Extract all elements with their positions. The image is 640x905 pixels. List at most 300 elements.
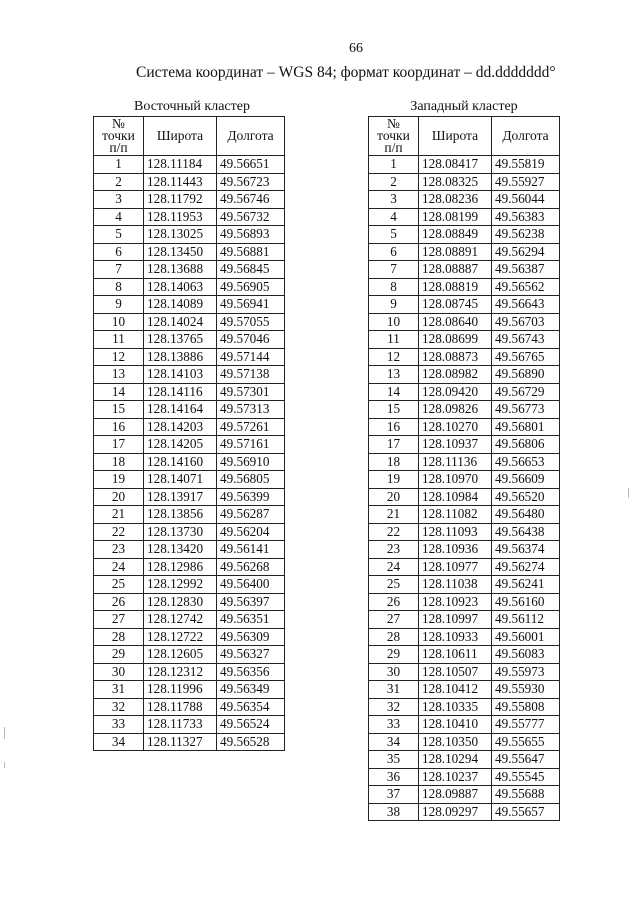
table-row — [369, 296, 560, 314]
table-row — [369, 226, 560, 244]
latitude-cell: 128.11038 — [419, 576, 492, 594]
point-number: 6 — [94, 243, 144, 261]
point-number: 32 — [369, 698, 419, 716]
page-title: Система координат – WGS 84; формат координат – dd.ddddddd° — [136, 64, 556, 81]
point-number: 1 — [94, 156, 144, 174]
point-number: 10 — [94, 313, 144, 331]
longitude-cell: 49.56746 — [217, 191, 285, 209]
longitude-cell: 49.56356 — [217, 663, 285, 681]
latitude-cell: 128.08745 — [419, 296, 492, 314]
point-number: 24 — [94, 558, 144, 576]
longitude-cell: 49.55819 — [492, 156, 560, 174]
header-longitude: Долгота — [217, 117, 285, 156]
point-number: 13 — [94, 366, 144, 384]
table-row — [94, 366, 285, 384]
west-cluster-title: Западный кластер — [410, 99, 518, 114]
table-row — [94, 698, 285, 716]
table-row — [369, 698, 560, 716]
latitude-cell: 128.10937 — [419, 436, 492, 454]
longitude-cell: 49.55930 — [492, 681, 560, 699]
latitude-cell: 128.11082 — [419, 506, 492, 524]
latitude-cell: 128.08417 — [419, 156, 492, 174]
table-row — [369, 751, 560, 769]
longitude-cell: 49.56806 — [492, 436, 560, 454]
latitude-cell: 128.14063 — [144, 278, 217, 296]
longitude-cell: 49.56327 — [217, 646, 285, 664]
latitude-cell: 128.11788 — [144, 698, 217, 716]
point-number: 36 — [369, 768, 419, 786]
point-number: 2 — [369, 173, 419, 191]
point-number: 30 — [94, 663, 144, 681]
table-row — [369, 786, 560, 804]
point-number: 18 — [369, 453, 419, 471]
latitude-cell: 128.08199 — [419, 208, 492, 226]
latitude-cell: 128.10294 — [419, 751, 492, 769]
latitude-cell: 128.08325 — [419, 173, 492, 191]
longitude-cell: 49.55655 — [492, 733, 560, 751]
latitude-cell: 128.10611 — [419, 646, 492, 664]
point-number: 12 — [369, 348, 419, 366]
point-number: 22 — [369, 523, 419, 541]
latitude-cell: 128.12312 — [144, 663, 217, 681]
longitude-cell: 49.57313 — [217, 401, 285, 419]
point-number: 20 — [94, 488, 144, 506]
latitude-cell: 128.10936 — [419, 541, 492, 559]
latitude-cell: 128.14205 — [144, 436, 217, 454]
latitude-cell: 128.14024 — [144, 313, 217, 331]
point-number: 14 — [94, 383, 144, 401]
latitude-cell: 128.11996 — [144, 681, 217, 699]
longitude-cell: 49.56274 — [492, 558, 560, 576]
longitude-cell: 49.56941 — [217, 296, 285, 314]
latitude-cell: 128.08873 — [419, 348, 492, 366]
table-row — [94, 593, 285, 611]
point-number: 18 — [94, 453, 144, 471]
longitude-cell: 49.56520 — [492, 488, 560, 506]
point-number: 37 — [369, 786, 419, 804]
latitude-cell: 128.10237 — [419, 768, 492, 786]
point-number: 27 — [94, 611, 144, 629]
latitude-cell: 128.13917 — [144, 488, 217, 506]
table-row — [94, 173, 285, 191]
west-coordinates-table — [368, 116, 560, 821]
longitude-cell: 49.57144 — [217, 348, 285, 366]
latitude-cell: 128.08887 — [419, 261, 492, 279]
latitude-cell: 128.11792 — [144, 191, 217, 209]
table-row — [369, 331, 560, 349]
latitude-cell: 128.10335 — [419, 698, 492, 716]
longitude-cell: 49.56238 — [492, 226, 560, 244]
page-number: 66 — [349, 41, 363, 56]
point-number: 27 — [369, 611, 419, 629]
longitude-cell: 49.56653 — [492, 453, 560, 471]
longitude-cell: 49.56845 — [217, 261, 285, 279]
latitude-cell: 128.08982 — [419, 366, 492, 384]
longitude-cell: 49.56204 — [217, 523, 285, 541]
longitude-cell: 49.55688 — [492, 786, 560, 804]
point-number: 9 — [369, 296, 419, 314]
east-table-body — [94, 156, 285, 751]
longitude-cell: 49.56400 — [217, 576, 285, 594]
point-number: 7 — [369, 261, 419, 279]
point-number: 34 — [94, 733, 144, 751]
header-num-word: точки — [102, 128, 135, 143]
point-number: 25 — [94, 576, 144, 594]
latitude-cell: 128.11733 — [144, 716, 217, 734]
point-number: 16 — [369, 418, 419, 436]
table-row — [369, 523, 560, 541]
point-number: 29 — [369, 646, 419, 664]
table-row — [369, 576, 560, 594]
table-row — [94, 663, 285, 681]
table-row — [369, 208, 560, 226]
longitude-cell: 49.56241 — [492, 576, 560, 594]
table-row — [94, 261, 285, 279]
longitude-cell: 49.56805 — [217, 471, 285, 489]
point-number: 31 — [369, 681, 419, 699]
longitude-cell: 49.57161 — [217, 436, 285, 454]
table-row — [369, 488, 560, 506]
point-number: 4 — [94, 208, 144, 226]
latitude-cell: 128.13688 — [144, 261, 217, 279]
latitude-cell: 128.08891 — [419, 243, 492, 261]
latitude-cell: 128.12742 — [144, 611, 217, 629]
table-row — [94, 558, 285, 576]
latitude-cell: 128.14203 — [144, 418, 217, 436]
point-number: 14 — [369, 383, 419, 401]
latitude-cell: 128.14164 — [144, 401, 217, 419]
table-row — [369, 646, 560, 664]
point-number: 8 — [94, 278, 144, 296]
longitude-cell: 49.56001 — [492, 628, 560, 646]
table-header-row — [369, 117, 560, 156]
scan-mark — [4, 762, 5, 768]
longitude-cell: 49.56044 — [492, 191, 560, 209]
longitude-cell: 49.56651 — [217, 156, 285, 174]
table-row — [369, 506, 560, 524]
table-row — [94, 383, 285, 401]
table-row — [94, 418, 285, 436]
longitude-cell: 49.55927 — [492, 173, 560, 191]
latitude-cell: 128.13730 — [144, 523, 217, 541]
longitude-cell: 49.56732 — [217, 208, 285, 226]
point-number: 10 — [369, 313, 419, 331]
header-longitude: Долгота — [492, 117, 560, 156]
point-number: 19 — [94, 471, 144, 489]
table-row — [369, 593, 560, 611]
latitude-cell: 128.13886 — [144, 348, 217, 366]
longitude-cell: 49.56351 — [217, 611, 285, 629]
latitude-cell: 128.12986 — [144, 558, 217, 576]
longitude-cell: 49.56528 — [217, 733, 285, 751]
longitude-cell: 49.56160 — [492, 593, 560, 611]
latitude-cell: 128.13420 — [144, 541, 217, 559]
latitude-cell: 128.14160 — [144, 453, 217, 471]
latitude-cell: 128.12830 — [144, 593, 217, 611]
table-row — [94, 541, 285, 559]
point-number: 2 — [94, 173, 144, 191]
table-row — [94, 453, 285, 471]
longitude-cell: 49.56141 — [217, 541, 285, 559]
longitude-cell: 49.56910 — [217, 453, 285, 471]
point-number: 33 — [369, 716, 419, 734]
table-row — [369, 733, 560, 751]
point-number: 17 — [369, 436, 419, 454]
longitude-cell: 49.57046 — [217, 331, 285, 349]
table-row — [94, 191, 285, 209]
point-number: 21 — [94, 506, 144, 524]
point-number: 23 — [369, 541, 419, 559]
header-point-number — [369, 117, 419, 156]
east-coordinates-table — [93, 116, 285, 751]
longitude-cell: 49.55808 — [492, 698, 560, 716]
point-number: 6 — [369, 243, 419, 261]
longitude-cell: 49.56773 — [492, 401, 560, 419]
latitude-cell: 128.12605 — [144, 646, 217, 664]
point-number: 8 — [369, 278, 419, 296]
longitude-cell: 49.56287 — [217, 506, 285, 524]
table-row — [369, 628, 560, 646]
longitude-cell: 49.55777 — [492, 716, 560, 734]
longitude-cell: 49.56729 — [492, 383, 560, 401]
table-row — [94, 313, 285, 331]
longitude-cell: 49.55647 — [492, 751, 560, 769]
longitude-cell: 49.56399 — [217, 488, 285, 506]
latitude-cell: 128.14116 — [144, 383, 217, 401]
header-latitude: Широта — [419, 117, 492, 156]
point-number: 16 — [94, 418, 144, 436]
latitude-cell: 128.09887 — [419, 786, 492, 804]
header-num-abbr: п/п — [384, 140, 403, 155]
longitude-cell: 49.56893 — [217, 226, 285, 244]
table-row — [369, 471, 560, 489]
scan-mark — [628, 488, 629, 498]
point-number: 11 — [369, 331, 419, 349]
longitude-cell: 49.56354 — [217, 698, 285, 716]
table-row — [94, 628, 285, 646]
table-row — [369, 313, 560, 331]
longitude-cell: 49.57055 — [217, 313, 285, 331]
longitude-cell: 49.56881 — [217, 243, 285, 261]
table-row — [369, 383, 560, 401]
table-row — [369, 803, 560, 821]
longitude-cell: 49.57301 — [217, 383, 285, 401]
table-row — [94, 331, 285, 349]
latitude-cell: 128.10933 — [419, 628, 492, 646]
point-number: 11 — [94, 331, 144, 349]
latitude-cell: 128.11093 — [419, 523, 492, 541]
longitude-cell: 49.56438 — [492, 523, 560, 541]
west-table-body — [369, 156, 560, 821]
table-row — [94, 681, 285, 699]
point-number: 33 — [94, 716, 144, 734]
table-row — [94, 226, 285, 244]
point-number: 1 — [369, 156, 419, 174]
point-number: 17 — [94, 436, 144, 454]
header-num-sign: № — [112, 116, 125, 131]
longitude-cell: 49.56743 — [492, 331, 560, 349]
header-num-sign: № — [387, 116, 400, 131]
header-latitude: Широта — [144, 117, 217, 156]
longitude-cell: 49.55545 — [492, 768, 560, 786]
latitude-cell: 128.09826 — [419, 401, 492, 419]
latitude-cell: 128.13025 — [144, 226, 217, 244]
longitude-cell: 49.56349 — [217, 681, 285, 699]
point-number: 19 — [369, 471, 419, 489]
longitude-cell: 49.56268 — [217, 558, 285, 576]
table-row — [369, 156, 560, 174]
longitude-cell: 49.56703 — [492, 313, 560, 331]
table-row — [369, 418, 560, 436]
point-number: 38 — [369, 803, 419, 821]
longitude-cell: 49.56643 — [492, 296, 560, 314]
point-number: 3 — [369, 191, 419, 209]
table-row — [369, 716, 560, 734]
point-number: 28 — [94, 628, 144, 646]
latitude-cell: 128.10507 — [419, 663, 492, 681]
table-row — [369, 191, 560, 209]
latitude-cell: 128.08849 — [419, 226, 492, 244]
point-number: 15 — [94, 401, 144, 419]
point-number: 32 — [94, 698, 144, 716]
scan-mark — [4, 727, 5, 739]
table-row — [94, 471, 285, 489]
header-point-number — [94, 117, 144, 156]
point-number: 26 — [94, 593, 144, 611]
point-number: 35 — [369, 751, 419, 769]
point-number: 26 — [369, 593, 419, 611]
point-number: 22 — [94, 523, 144, 541]
point-number: 21 — [369, 506, 419, 524]
table-row — [94, 488, 285, 506]
table-row — [94, 611, 285, 629]
longitude-cell: 49.56387 — [492, 261, 560, 279]
longitude-cell: 49.56562 — [492, 278, 560, 296]
longitude-cell: 49.57138 — [217, 366, 285, 384]
point-number: 20 — [369, 488, 419, 506]
table-row — [369, 366, 560, 384]
point-number: 24 — [369, 558, 419, 576]
latitude-cell: 128.08819 — [419, 278, 492, 296]
table-row — [369, 173, 560, 191]
point-number: 4 — [369, 208, 419, 226]
longitude-cell: 49.56383 — [492, 208, 560, 226]
table-row — [94, 716, 285, 734]
latitude-cell: 128.11327 — [144, 733, 217, 751]
latitude-cell: 128.11953 — [144, 208, 217, 226]
latitude-cell: 128.11184 — [144, 156, 217, 174]
header-num-abbr: п/п — [109, 140, 128, 155]
table-row — [369, 768, 560, 786]
point-number: 7 — [94, 261, 144, 279]
latitude-cell: 128.14071 — [144, 471, 217, 489]
latitude-cell: 128.12992 — [144, 576, 217, 594]
table-row — [94, 733, 285, 751]
table-row — [94, 506, 285, 524]
latitude-cell: 128.11443 — [144, 173, 217, 191]
longitude-cell: 49.56524 — [217, 716, 285, 734]
table-row — [369, 541, 560, 559]
longitude-cell: 49.56294 — [492, 243, 560, 261]
table-row — [369, 401, 560, 419]
longitude-cell: 49.56723 — [217, 173, 285, 191]
longitude-cell: 49.56397 — [217, 593, 285, 611]
table-row — [369, 261, 560, 279]
latitude-cell: 128.10410 — [419, 716, 492, 734]
header-num-word: точки — [377, 128, 410, 143]
table-row — [369, 243, 560, 261]
east-cluster — [93, 99, 285, 751]
longitude-cell: 49.55973 — [492, 663, 560, 681]
point-number: 5 — [369, 226, 419, 244]
table-row — [369, 436, 560, 454]
latitude-cell: 128.08699 — [419, 331, 492, 349]
point-number: 5 — [94, 226, 144, 244]
longitude-cell: 49.56480 — [492, 506, 560, 524]
latitude-cell: 128.09297 — [419, 803, 492, 821]
point-number: 31 — [94, 681, 144, 699]
table-row — [94, 436, 285, 454]
table-row — [369, 278, 560, 296]
east-cluster-title: Восточный кластер — [134, 99, 250, 114]
table-row — [94, 401, 285, 419]
point-number: 23 — [94, 541, 144, 559]
latitude-cell: 128.12722 — [144, 628, 217, 646]
longitude-cell: 49.56765 — [492, 348, 560, 366]
latitude-cell: 128.10977 — [419, 558, 492, 576]
latitude-cell: 128.08640 — [419, 313, 492, 331]
longitude-cell: 49.56801 — [492, 418, 560, 436]
table-row — [94, 523, 285, 541]
longitude-cell: 49.56309 — [217, 628, 285, 646]
point-number: 15 — [369, 401, 419, 419]
latitude-cell: 128.13765 — [144, 331, 217, 349]
latitude-cell: 128.08236 — [419, 191, 492, 209]
table-row — [369, 348, 560, 366]
latitude-cell: 128.10970 — [419, 471, 492, 489]
table-row — [94, 156, 285, 174]
longitude-cell: 49.56374 — [492, 541, 560, 559]
table-row — [94, 243, 285, 261]
latitude-cell: 128.09420 — [419, 383, 492, 401]
latitude-cell: 128.13450 — [144, 243, 217, 261]
point-number: 3 — [94, 191, 144, 209]
table-row — [94, 348, 285, 366]
table-row — [94, 208, 285, 226]
longitude-cell: 49.56112 — [492, 611, 560, 629]
longitude-cell: 49.56890 — [492, 366, 560, 384]
longitude-cell: 49.56609 — [492, 471, 560, 489]
latitude-cell: 128.10923 — [419, 593, 492, 611]
latitude-cell: 128.13856 — [144, 506, 217, 524]
table-row — [94, 576, 285, 594]
table-row — [369, 681, 560, 699]
latitude-cell: 128.11136 — [419, 453, 492, 471]
table-row — [369, 663, 560, 681]
point-number: 30 — [369, 663, 419, 681]
west-cluster — [368, 99, 560, 821]
table-header-row — [94, 117, 285, 156]
longitude-cell: 49.56905 — [217, 278, 285, 296]
longitude-cell: 49.55657 — [492, 803, 560, 821]
latitude-cell: 128.10984 — [419, 488, 492, 506]
point-number: 29 — [94, 646, 144, 664]
point-number: 12 — [94, 348, 144, 366]
table-row — [94, 646, 285, 664]
point-number: 25 — [369, 576, 419, 594]
longitude-cell: 49.56083 — [492, 646, 560, 664]
latitude-cell: 128.10270 — [419, 418, 492, 436]
